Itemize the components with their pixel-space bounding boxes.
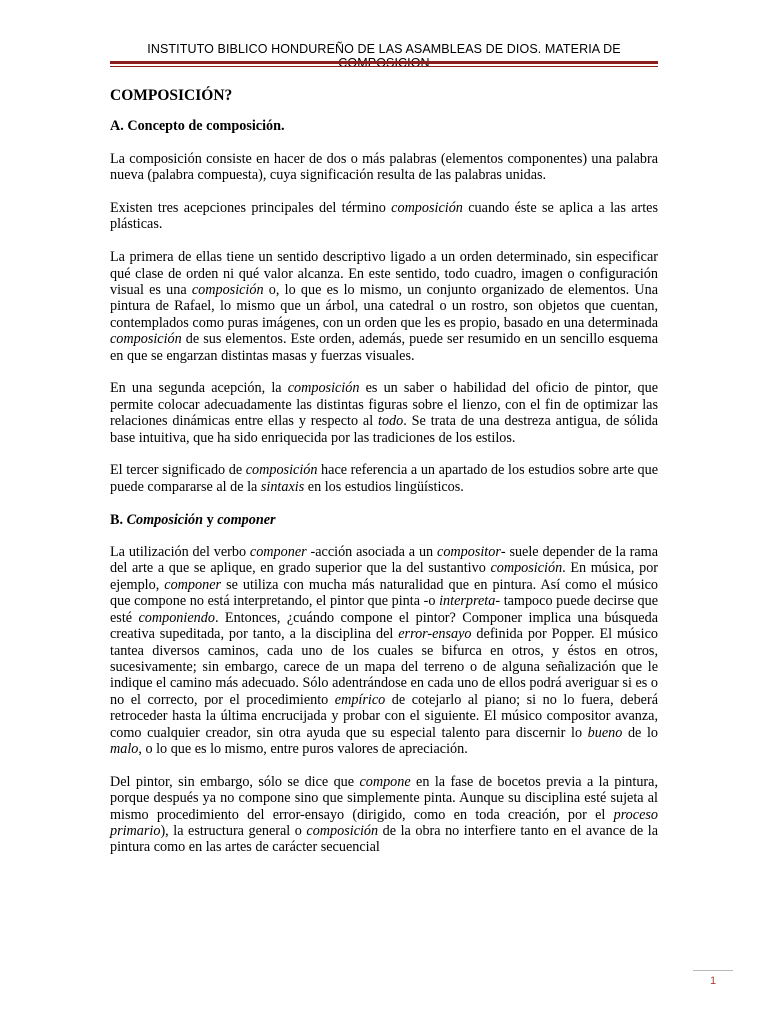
footer-rule bbox=[693, 970, 733, 971]
header-rule-thin bbox=[110, 66, 658, 67]
page-number: 1 bbox=[709, 975, 717, 987]
section-b-heading: B. Composición y componer bbox=[110, 511, 276, 528]
paragraph-2: Existen tres acepciones principales del término composición cuando éste se aplica a las artes plásticas. bbox=[110, 200, 658, 233]
paragraph-1: La composición consiste en hacer de dos o más palabras (elementos componentes) una palabra nueva (palabra compuesta), cuya significación resulta de las palabras unidas. bbox=[110, 150, 658, 184]
section-a-heading: A. Concepto de composición. bbox=[110, 118, 285, 135]
paragraph-5: El tercer significado de composición hace referencia a un apartado de los estudios sobre arte que puede compararse al de la sintaxis en los estudios lingüísticos. bbox=[110, 462, 658, 495]
document-body bbox=[110, 88, 658, 872]
paragraph-3: La primera de ellas tiene un sentido descriptivo ligado a un orden determinado, sin especificar qué clase de orden ni qué valor alcanza. En este sentido, todo cuadro, imagen o configuración visual es una composición o, lo que es lo mismo, un conjunto organizado de elementos. Una pintura de Rafael, lo mismo que un árbol, una catedral o un rostro, son objetos que cuentan, contemplados como puras imágenes, con un orden que les es propio, basado en una determinada composición de sus elementos. Este orden, además, puede ser resumido en un sencillo esquema en que se engarzan distintas masas y fuerzas visuales. bbox=[110, 249, 659, 364]
paragraph-6: La utilización del verbo componer -acción asociada a un compositor- suele depender de la rama del arte a que se aplique, en grado superior que la del sustantivo composición. En música, por ejemplo, componer se utiliza con mucha más naturalidad que en pintura. Así como el músico que compone no está interpretando, el pintor que pinta -o interpreta- tampoco puede decirse que esté componiendo. Entonces, ¿cuándo compone el pintor? Componer implica una búsqueda creativa supeditada, por tanto, a la disciplina del error-ensayo definida por Popper. El músico tantea diversos caminos, cada uno de los cuales se bifurca en otros, y éstos en otros, sucesivamente; sin embargo, carece de un mapa del terreno o de alguna señalización que le indique el camino más adecuado. Sólo adentrándose en cada uno de ellos podrá averiguar si es o no el correcto, por el procedimiento empírico de cotejarlo al piano; si no lo fuera, deberá retroceder hasta la última encrucijada y probar con el siguiente. El músico compositor avanza, como cualquier creador, sin otra ayuda que su especial talento para discernir lo bueno de lo malo, o lo que es lo mismo, entre puros valores de apreciación. bbox=[110, 544, 659, 757]
header-rule-thick bbox=[110, 61, 658, 64]
page-header: INSTITUTO BIBLICO HONDUREÑO DE LAS ASAMBLEAS DE DIOS. MATERIA DE bbox=[147, 42, 621, 56]
paragraph-7: Del pintor, sin embargo, sólo se dice que compone en la fase de bocetos previa a la pintura, porque después ya no compone sino que simplemente pinta. Aunque su disciplina esté sujeta al mismo procedimiento del error-ensayo (dirigido, como en toda creación, por el proceso primario), la estructura general o composición de la obra no interfiere tanto en el avance de la pintura como en las artes de carácter secuencial bbox=[110, 773, 658, 856]
paragraph-4: En una segunda acepción, la composición es un saber o habilidad del oficio de pintor, que permite colocar adecuadamente las distintas figuras sobre el lienzo, con el fin de optimizar las relaciones dinámicas entre ellas y respecto al todo. Se trata de una destreza antigua, de sólida base intuitiva, que ha sido enriquecida por las tradiciones de los estilos. bbox=[110, 380, 658, 446]
document-title: COMPOSICIÓN? bbox=[110, 87, 233, 104]
